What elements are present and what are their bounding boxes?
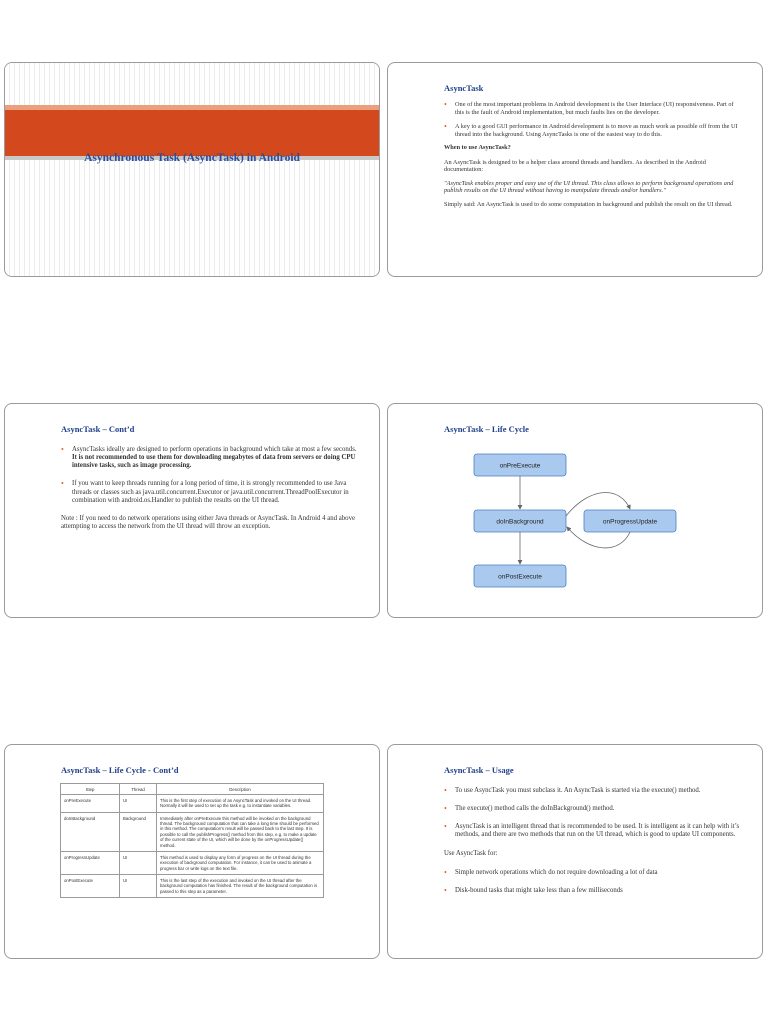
slide-heading: AsyncTask – Cont’d <box>61 424 135 434</box>
slide-life-cycle-table <box>4 744 380 959</box>
slide-life-cycle <box>387 403 763 618</box>
bullet-item: • If you want to keep threads running for a long period of time, it is strongly recommended to use Java threads or classes such as java.util.concurrent.Executor or java.util.concurrent.ThreadPoolExecutor in combination with android.os.Handler to publish the results on the UI thread. <box>61 480 359 504</box>
slide-title <box>4 62 380 277</box>
slide-asynctask-intro <box>387 62 763 277</box>
column-header: Description <box>157 784 324 795</box>
bullet-emphasis: It is not recommended to use them for downloading megabytes of data from servers or doing CPU intensive tasks, such as image processing. <box>72 454 356 470</box>
node-label-onprogressupdate: onProgressUpdate <box>602 518 658 526</box>
table-cell-description: Immediately after onPreExecute this method will be invoked on the background thread. The background computation that can take a long time should be performed in this method. The computation's result will be passed back to the last step. It is possible to call the publishProgress() method from this step, e.g. to make a update of the current state of the UI, which will be done by the onProgressUpdate() method. <box>157 812 324 851</box>
slide-asynctask-contd <box>4 403 380 618</box>
bullet-item: • Disk-bound tasks that might take less than a few milliseconds <box>444 887 742 895</box>
bullet-item: • One of the most important problems in Android development is the User Interface (UI) responsiveness. Part of this is the fault of Android implementation, but much faults lies on the developer. <box>444 101 744 116</box>
table-row <box>61 795 324 813</box>
slide-asynctask-usage <box>387 744 763 959</box>
node-label-doinbackground: doInBackground <box>496 518 544 526</box>
life-cycle-diagram <box>460 448 690 593</box>
note-paragraph: Note : If you need to do network operations using either Java threads or AsyncTask. In Android 4 and above attempting to access the network from the UI thread will throw an exception. <box>61 514 355 531</box>
slide-heading: AsyncTask – Usage <box>444 765 514 775</box>
table-cell-thread: Background <box>120 812 157 851</box>
life-cycle-svg <box>460 448 690 593</box>
node-label-onpreexecute: onPreExecute <box>499 462 541 470</box>
bullet-item: • AsyncTask is an intelligent thread that is recommended to be used. It is intelligent as it can help with it’s methods, and there are two methods that run on the UI thread, which is good to update UI components. <box>444 823 742 839</box>
slide-heading: AsyncTask – Life Cycle - Cont’d <box>61 765 179 775</box>
table-row <box>61 812 324 851</box>
table-row <box>61 851 324 874</box>
table-cell-description: This method is used to display any form of progress on the UI thread during the execution of background computation. For instance, it can be used to animate a progress bar or write logs on the text file. <box>157 851 324 874</box>
slide-content <box>444 787 742 905</box>
presentation-title: Asynchronous Task (AsyncTask) in Android <box>84 152 300 164</box>
documentation-quote: "AsyncTask enables proper and easy use of the UI thread. This class allows to perform background operations and publish results on the UI thread without having to manipulate threads and/or handlers." <box>444 179 734 195</box>
bullet-item: • To use AsyncTask you must subclass it. An AsyncTask is started via the execute() method. <box>444 787 742 795</box>
paragraph: An AsyncTask is designed to be a helper class around threads and handlers. As described in the Android documentation: <box>444 158 706 174</box>
subheading: When to use AsyncTask? <box>444 144 511 152</box>
table-cell-thread: UI <box>120 795 157 813</box>
table-cell-description: This is the first step of execution of an AsyncTask and invoked on the UI thread. Normally it will be used to set up the task e.g. to instantiate variables. <box>157 795 324 813</box>
bullet-item: • Simple network operations which do not require downloading a lot of data <box>444 869 742 877</box>
life-cycle-table <box>60 783 324 898</box>
table-cell-thread: UI <box>120 851 157 874</box>
table-cell-step: doInBackground <box>61 812 120 851</box>
column-header: Thread <box>120 784 157 795</box>
table-cell-step: onProgressUpdate <box>61 851 120 874</box>
slide-heading: AsyncTask – Life Cycle <box>444 424 529 434</box>
table-header-row <box>61 784 324 795</box>
bullet-item <box>61 446 359 470</box>
slide-content <box>61 446 359 537</box>
paragraph: Use AsyncTask for: <box>444 849 498 857</box>
table-row <box>61 874 324 897</box>
slide-heading: AsyncTask <box>444 83 484 93</box>
bullet-item: • A key to a good GUI performance in Android development is to move as much work as possible off from the UI thread into the background. Using AsyncTasks is one of the easiest way to do this. <box>444 123 744 138</box>
table-cell-step: onPreExecute <box>61 795 120 813</box>
paragraph: Simply said: An AsyncTask is used to do some computation in background and publish the result on the UI thread. <box>444 200 733 208</box>
table-cell-description: This is the last step of the execution and invoked on the UI thread after the background computation has finished. The result of the background computation is passed to this step as a parameter. <box>157 874 324 897</box>
table-cell-step: onPostExecute <box>61 874 120 897</box>
slide-content <box>444 101 744 214</box>
table-cell-thread: UI <box>120 874 157 897</box>
bullet-text: AsyncTasks ideally are designed to perform operations in background which take at most a few seconds. <box>72 446 357 453</box>
node-label-onpostexecute: onPostExecute <box>498 573 542 581</box>
column-header: Step <box>61 784 120 795</box>
background-stripes <box>5 63 379 276</box>
bullet-item: • The execute() method calls the doInBackground() method. <box>444 805 742 813</box>
title-band <box>5 110 379 156</box>
